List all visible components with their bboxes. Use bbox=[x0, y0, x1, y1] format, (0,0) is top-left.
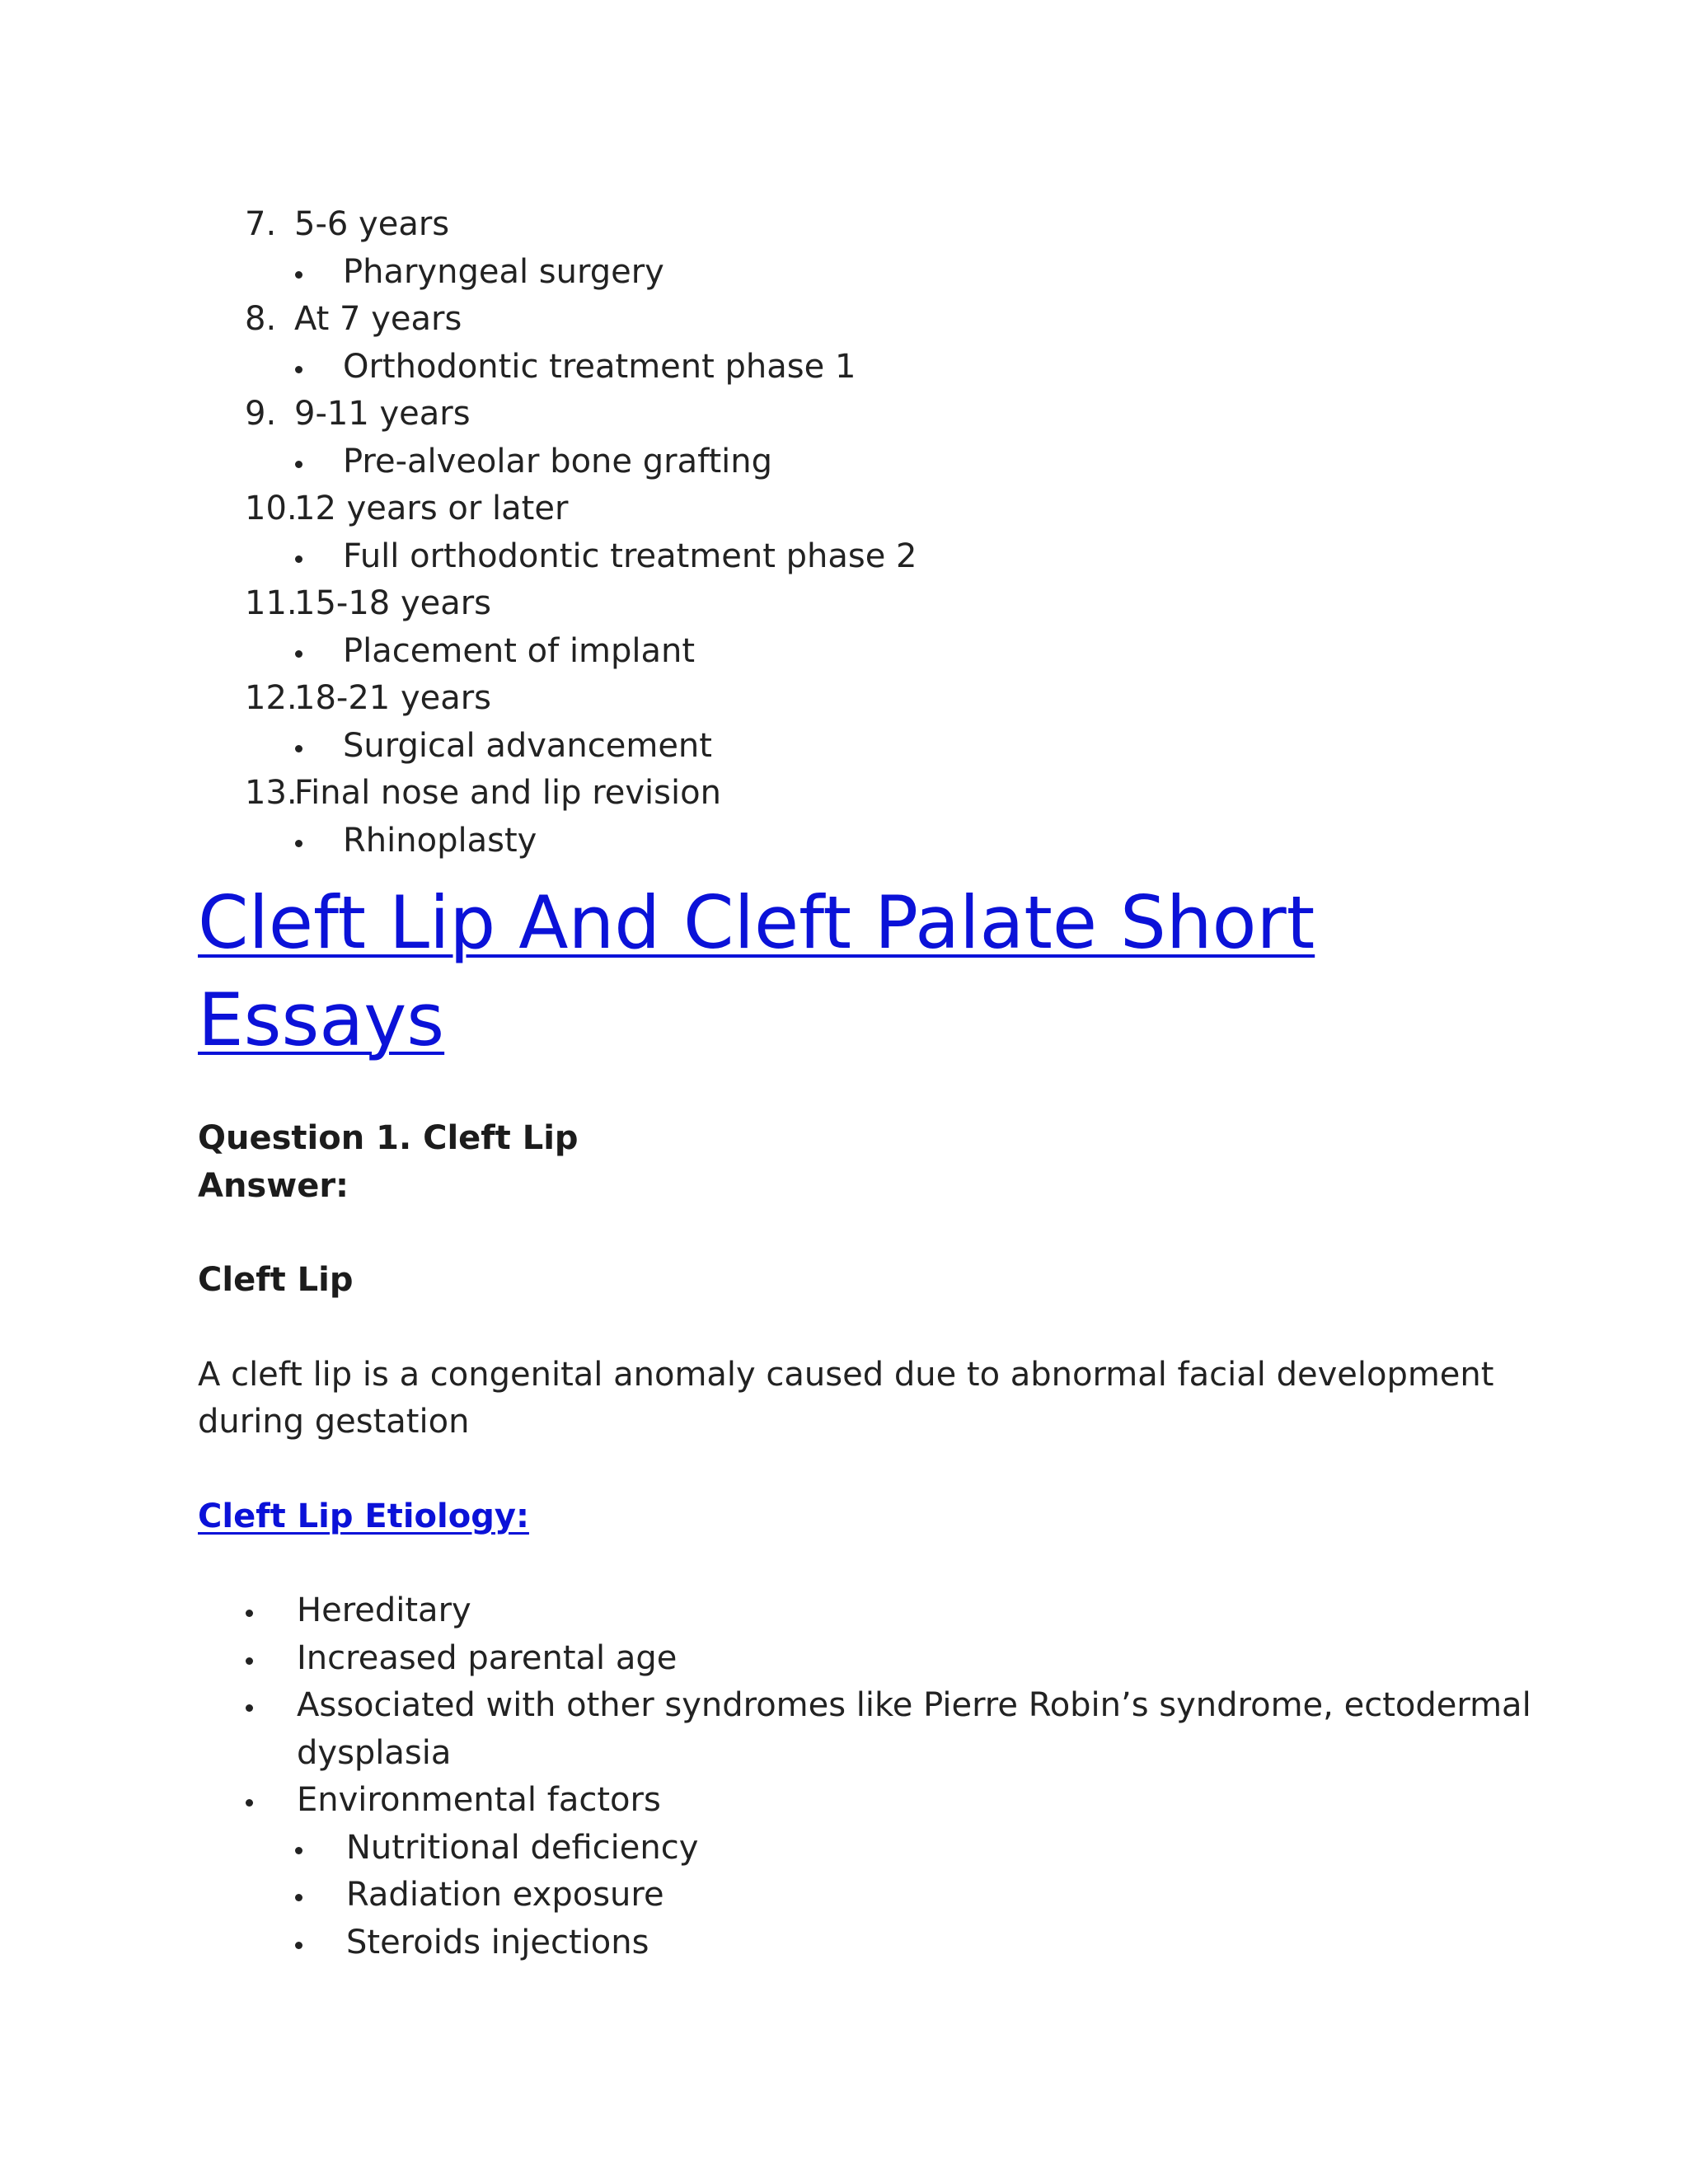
timeline-subitem bbox=[198, 818, 1517, 865]
timeline-subitem bbox=[198, 533, 1517, 581]
timeline-item-9 bbox=[198, 391, 1517, 438]
timeline-sub-label: Pharyngeal surgery bbox=[343, 252, 664, 291]
timeline-label: Final nose and lip revision bbox=[294, 774, 721, 812]
list-item-text: Environmental factors bbox=[297, 1781, 661, 1819]
timeline-subitem bbox=[198, 438, 1517, 486]
timeline-subitem bbox=[198, 344, 1517, 391]
timeline-sub-label: Full orthodontic treatment phase 2 bbox=[343, 537, 917, 575]
spacer bbox=[198, 1446, 1517, 1493]
timeline-item-8 bbox=[198, 296, 1517, 344]
etiology-list bbox=[198, 1587, 1531, 1966]
list-item bbox=[198, 1682, 1531, 1730]
timeline-subitem bbox=[198, 628, 1517, 676]
treatment-timeline-list bbox=[198, 201, 1517, 865]
timeline-item-7 bbox=[198, 201, 1517, 249]
timeline-sub-label: Pre-alveolar bone grafting bbox=[343, 442, 772, 480]
list-subitem-text: Radiation exposure bbox=[346, 1876, 664, 1914]
list-item bbox=[198, 1635, 1517, 1683]
list-item-text: Hereditary bbox=[297, 1591, 471, 1629]
section-title-link[interactable]: Cleft Lip And Cleft Palate Short Essays bbox=[198, 880, 1315, 1062]
document-page bbox=[198, 201, 1531, 1966]
list-number: 8. bbox=[245, 300, 277, 338]
timeline-sub-label: Rhinoplasty bbox=[343, 821, 537, 860]
list-number: 13. bbox=[245, 774, 298, 812]
list-item bbox=[198, 1587, 1517, 1635]
etiology-heading-link[interactable]: Cleft Lip Etiology: bbox=[198, 1497, 529, 1535]
timeline-label: 12 years or later bbox=[294, 490, 569, 527]
list-subitem bbox=[198, 1825, 1517, 1872]
timeline-item-11 bbox=[198, 580, 1517, 628]
list-number: 11. bbox=[245, 584, 298, 622]
subheading-cleft-lip: Cleft Lip bbox=[198, 1261, 354, 1299]
timeline-subitem bbox=[198, 249, 1517, 297]
list-number: 7. bbox=[245, 205, 277, 243]
timeline-item-13 bbox=[198, 770, 1517, 818]
definition-paragraph: A cleft lip is a congenital anomaly caused due to abnormal facial development during gestation bbox=[198, 1355, 1494, 1441]
timeline-sub-label: Surgical advancement bbox=[343, 726, 712, 765]
timeline-item-12 bbox=[198, 675, 1517, 723]
answer-label: Answer: bbox=[198, 1166, 349, 1205]
list-subitem bbox=[198, 1919, 1517, 1967]
list-item-text: Increased parental age bbox=[297, 1638, 678, 1677]
timeline-sub-label: Placement of implant bbox=[343, 631, 696, 670]
list-subitem-text: Steroids injections bbox=[346, 1923, 649, 1961]
list-number: 10. bbox=[245, 490, 298, 527]
timeline-label: 9-11 years bbox=[294, 395, 471, 433]
list-item-text: Associated with other syndromes like Pierre Robin’s syndrome, ectodermal bbox=[297, 1686, 1531, 1724]
question-heading: Question 1. Cleft Lip bbox=[198, 1119, 579, 1157]
timeline-sub-label: Orthodontic treatment phase 1 bbox=[343, 347, 856, 386]
spacer bbox=[198, 1305, 1517, 1352]
timeline-subitem bbox=[198, 723, 1517, 771]
list-subitem-text: Nutritional deficiency bbox=[346, 1828, 699, 1867]
spacer bbox=[198, 1540, 1517, 1587]
list-item-continuation bbox=[198, 1730, 1517, 1778]
timeline-item-10 bbox=[198, 485, 1517, 533]
list-number: 9. bbox=[245, 395, 277, 433]
list-item bbox=[198, 1777, 1517, 1825]
list-item-text: dysplasia bbox=[297, 1733, 452, 1772]
spacer bbox=[198, 1210, 1517, 1257]
list-subitem bbox=[198, 1872, 1517, 1919]
list-number: 12. bbox=[245, 679, 298, 717]
timeline-label: 18-21 years bbox=[294, 679, 492, 717]
timeline-label: 15-18 years bbox=[294, 584, 492, 622]
timeline-label: 5-6 years bbox=[294, 205, 450, 243]
spacer bbox=[198, 1069, 1517, 1115]
timeline-label: At 7 years bbox=[294, 300, 462, 338]
